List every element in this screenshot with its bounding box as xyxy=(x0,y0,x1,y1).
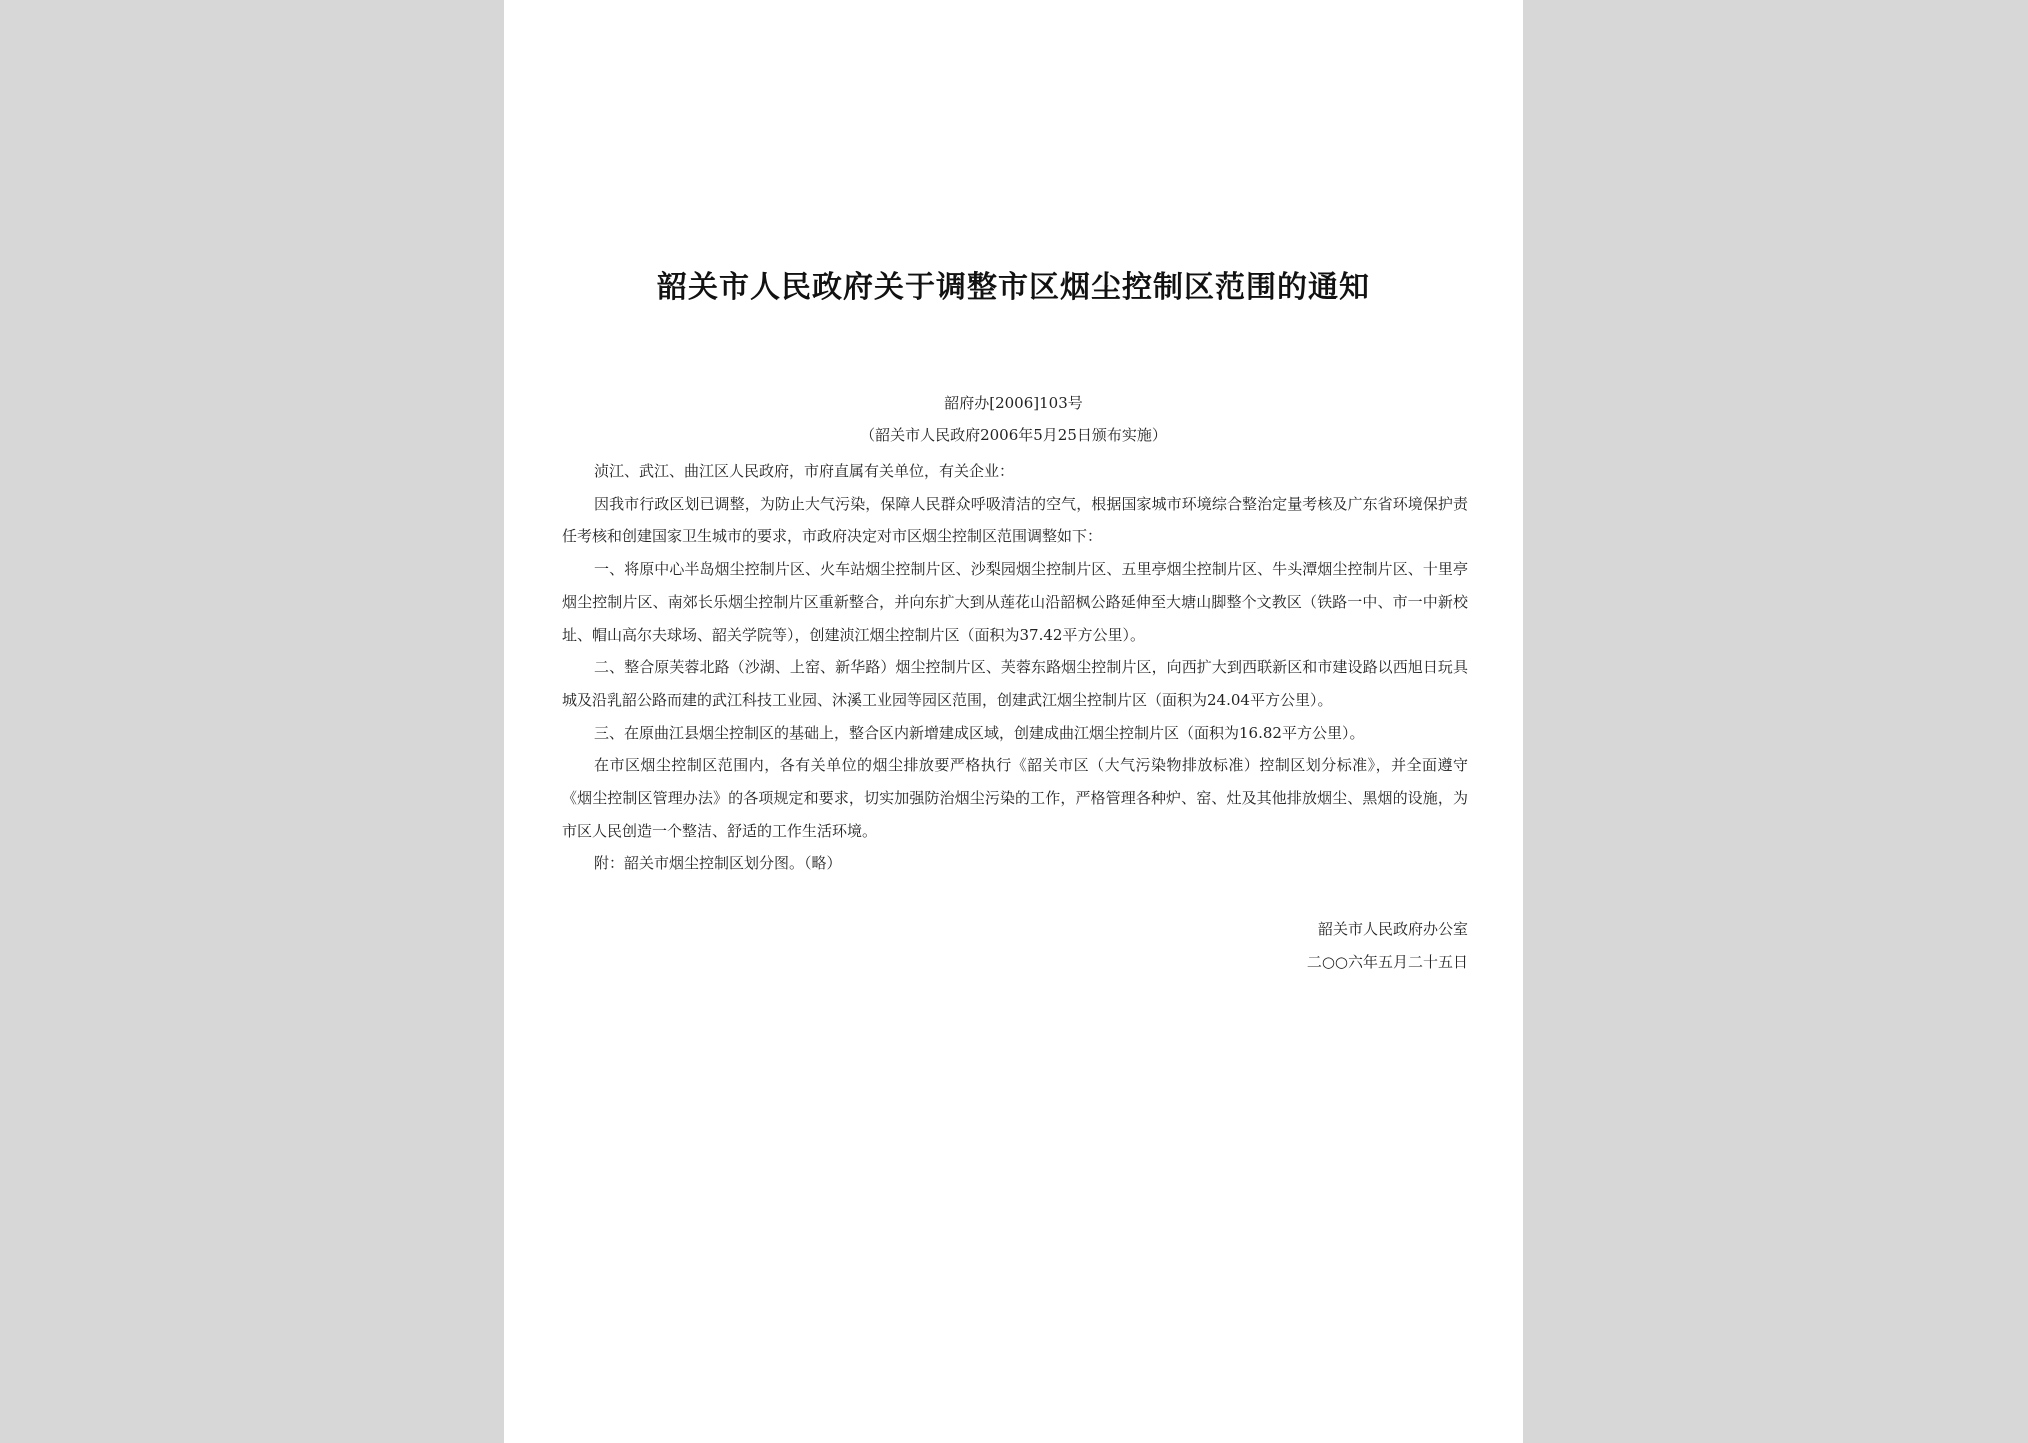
signature-office: 韶关市人民政府办公室 xyxy=(1317,920,1468,938)
body-paragraph: 在市区烟尘控制区范围内，各有关单位的烟尘排放要严格执行《韶关市区（大气污染物排放标准）控制区划分标准》，并全面遵守《烟尘控制区管理办法》的各项规定和要求，切实加强防治烟尘污染的工作，严格管理各种炉、窑、灶及其他排放烟尘、黑烟的设施，为市区人民创造一个整洁、舒适的工作生活环境。 xyxy=(562,756,1468,840)
document-page xyxy=(504,0,1523,1443)
document-issue-note: （韶关市人民政府2006年5月25日颁布实施） xyxy=(860,426,1167,444)
body-paragraph: 一、将原中心半岛烟尘控制片区、火车站烟尘控制片区、沙梨园烟尘控制片区、五里亭烟尘控制片区、牛头潭烟尘控制片区、十里亭烟尘控制片区、南郊长乐烟尘控制片区重新整合，并向东扩大到从莲花山沿韶枫公路延伸至大塘山脚整个文教区（铁路一中、市一中新校址、帽山高尔夫球场、韶关学院等），创建浈江烟尘控制片区（面积为37.42平方公里）。 xyxy=(562,560,1468,644)
salutation-paragraph: 浈江、武江、曲江区人民政府，市府直属有关单位，有关企业： xyxy=(594,462,1015,480)
document-body xyxy=(562,455,1468,880)
attachment-note: 附：韶关市烟尘控制区划分图。（略） xyxy=(594,854,842,873)
signature-date: 二○○六年五月二十五日 xyxy=(1306,953,1468,971)
body-paragraph: 三、在原曲江县烟尘控制区的基础上，整合区内新增建成区域，创建成曲江烟尘控制片区（面积为16.82平方公里）。 xyxy=(594,723,1365,742)
body-paragraph: 因我市行政区划已调整，为防止大气污染，保障人民群众呼吸清洁的空气，根据国家城市环境综合整治定量考核及广东省环境保护责任考核和创建国家卫生城市的要求，市政府决定对市区烟尘控制区范围调整如下： xyxy=(562,494,1468,546)
document-number: 韶府办[2006]103号 xyxy=(944,394,1083,412)
signature-block xyxy=(1068,913,1468,979)
body-paragraph: 二、整合原芙蓉北路（沙湖、上窑、新华路）烟尘控制片区、芙蓉东路烟尘控制片区，向西扩大到西联新区和市建设路以西旭日玩具城及沿乳韶公路而建的武江科技工业园、沐溪工业园等园区范围，创建武江烟尘控制片区（面积为24.04平方公里）。 xyxy=(562,658,1468,709)
document-title: 韶关市人民政府关于调整市区烟尘控制区范围的通知 xyxy=(657,270,1370,305)
